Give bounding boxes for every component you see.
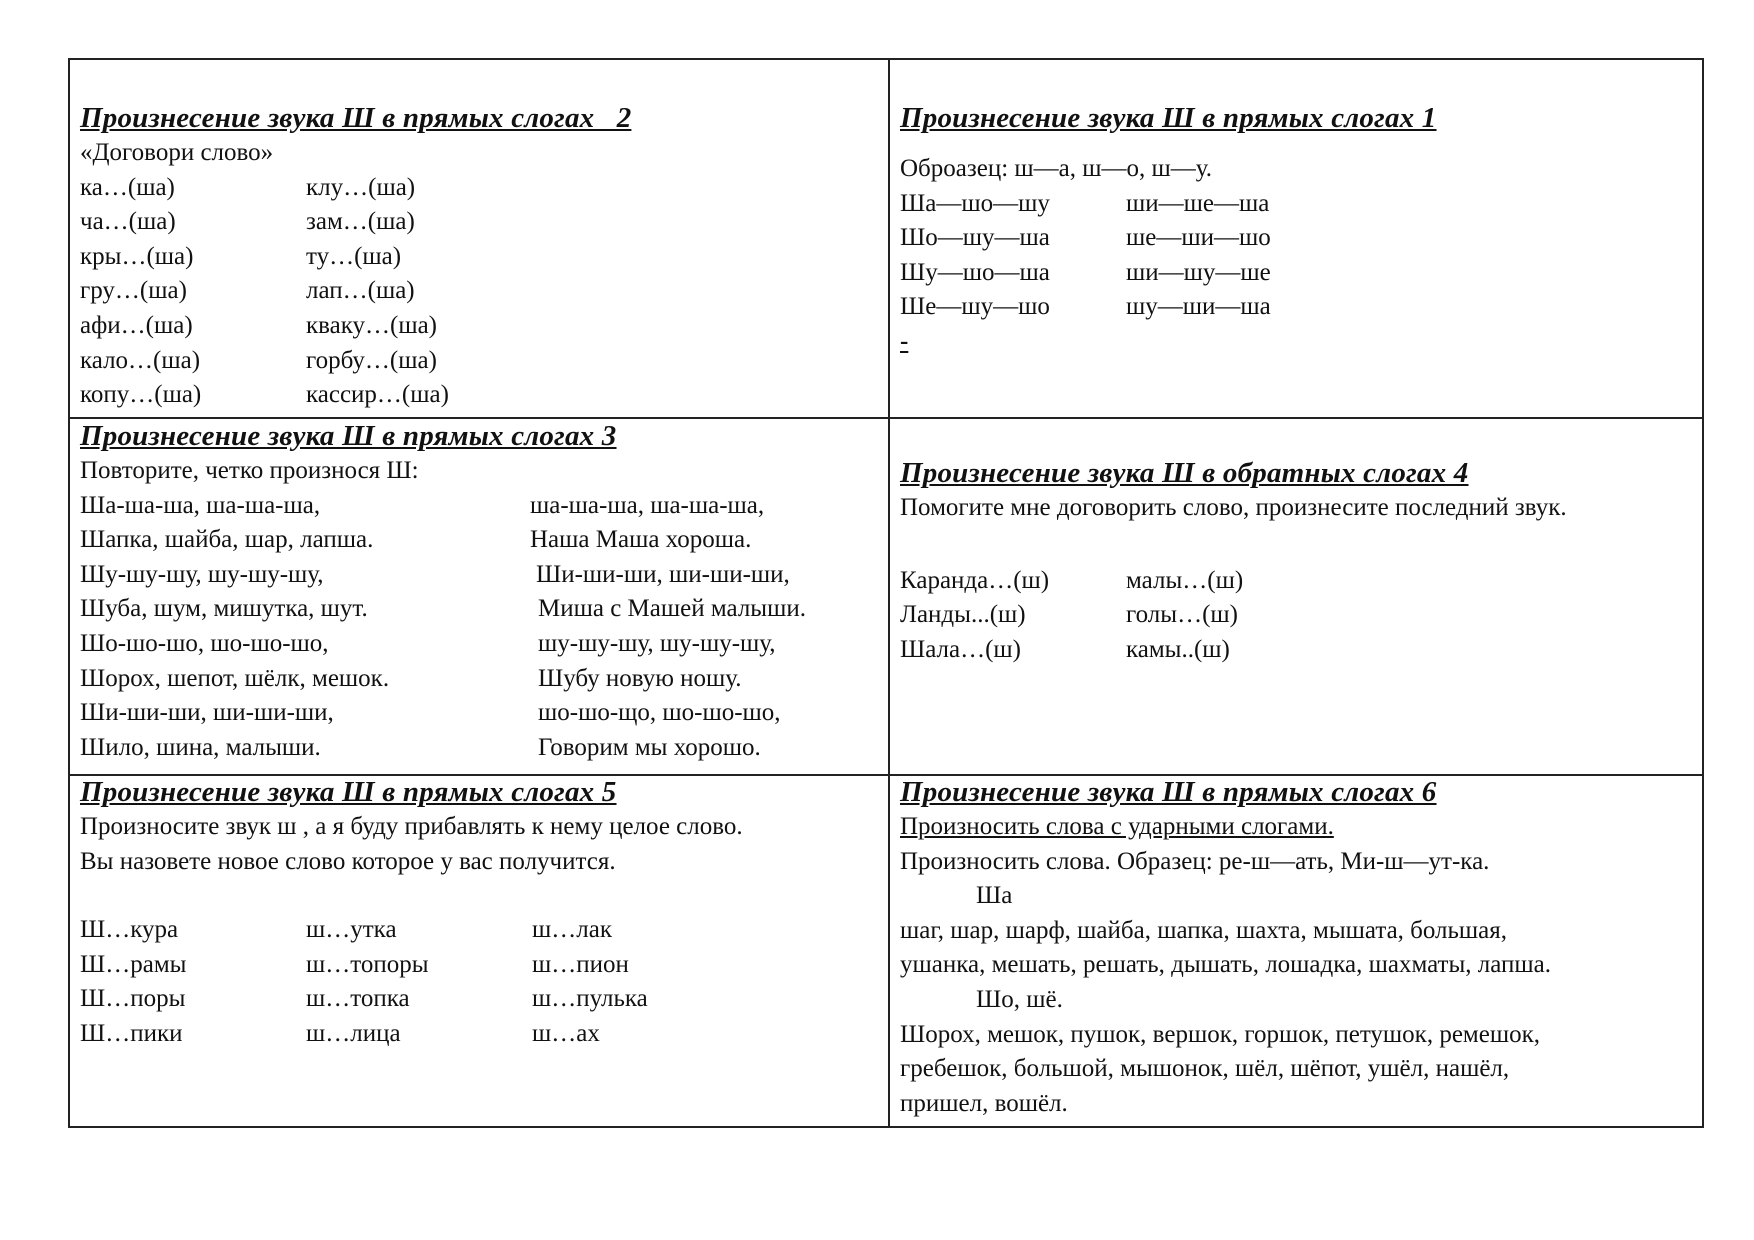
column-divider — [888, 60, 890, 1126]
list-item: афи…(ша) — [80, 311, 193, 339]
table-row — [80, 982, 880, 1017]
list-item: Ланды...(ш) — [900, 601, 1026, 629]
dash-mark: - — [900, 327, 909, 355]
table-row — [80, 309, 880, 344]
list-item: ш…лак — [532, 916, 612, 944]
list-item: гру…(ша) — [80, 277, 187, 305]
list-item: ча…(ша) — [80, 208, 176, 236]
list-item: шо-шо-що, шо-шо-шо, — [538, 699, 781, 727]
list-item: ши—ше—ша — [1126, 189, 1270, 217]
list-item: зам…(ша) — [306, 208, 415, 236]
worksheet-table — [68, 58, 1704, 1128]
cell-title: Произнесение звука Ш в прямых слогах 5 — [80, 776, 617, 808]
list-item: ш…ах — [532, 1019, 600, 1047]
table-row — [80, 913, 880, 948]
cell-intro: Помогите мне договорить слово, произнесите последний звук. — [900, 494, 1567, 521]
list-item: Ш…пики — [80, 1019, 183, 1047]
list-item: Шала…(ш) — [900, 635, 1022, 663]
table-row — [80, 558, 880, 593]
cell-straight-syllables-5 — [80, 774, 880, 1052]
list-item: малы…(ш) — [1126, 566, 1244, 594]
table-row — [80, 205, 880, 240]
cell-title: Произнесение звука Ш в прямых слогах 2 — [80, 102, 632, 134]
list-item: Ш…рамы — [80, 950, 187, 978]
group-heading-sha: Ша — [976, 882, 1013, 910]
table-row — [900, 256, 1700, 291]
table-row — [80, 523, 880, 558]
list-item: Шо—шу—ша — [900, 224, 1050, 252]
word-list — [80, 171, 880, 413]
cell-straight-syllables-2 — [80, 100, 880, 413]
table-row — [900, 598, 1700, 633]
table-row — [80, 731, 880, 766]
table-row — [900, 187, 1700, 222]
list-item: ту…(ша) — [306, 242, 402, 270]
list-item: ши—шу—ше — [1126, 258, 1271, 286]
cell-title: Произнесение звука Ш в обратных слогах 4 — [900, 457, 1469, 489]
cell-intro-1: Произносите звук ш , а я буду прибавлять к нему целое слово. — [80, 813, 743, 840]
list-item: ше—ши—шо — [1126, 224, 1271, 252]
list-item: Шило, шина, малыши. — [80, 733, 321, 761]
list-item: Шу—шо—ша — [900, 258, 1050, 286]
list-item: клу…(ша) — [306, 173, 416, 201]
list-item: голы…(ш) — [1126, 601, 1238, 629]
table-row — [80, 696, 880, 731]
list-item: ш…пион — [532, 950, 629, 978]
list-item: лап…(ша) — [306, 277, 415, 305]
list-item: Шорох, шепот, шёлк, мешок. — [80, 664, 390, 692]
list-item: кры…(ша) — [80, 242, 194, 270]
cell-reverse-syllables-4 — [900, 455, 1700, 667]
list-item: копу…(ша) — [80, 381, 202, 409]
syllable-list — [900, 187, 1700, 325]
list-item: ш…лица — [306, 1019, 401, 1047]
list-item: ш…утка — [306, 916, 397, 944]
list-item: шу—ши—ша — [1126, 293, 1271, 321]
list-item: Шо-шо-шо, шо-шо-шо, — [80, 629, 329, 657]
list-item: кало…(ша) — [80, 346, 201, 374]
list-item: Миша с Машей малыши. — [538, 595, 806, 623]
list-item: ш…топоры — [306, 950, 429, 978]
word-grid — [80, 913, 880, 1051]
list-item: Ш…поры — [80, 985, 186, 1013]
list-item: Говорим мы хорошо. — [538, 733, 761, 761]
list-item: Шу-шу-шу, шу-шу-шу, — [80, 560, 324, 588]
list-item: Шуба, шум, мишутка, шут. — [80, 595, 368, 623]
list-item: Шапка, шайба, шар, лапша. — [80, 526, 374, 554]
cell-subtitle: Произносить слова с ударными слогами. — [900, 813, 1334, 840]
list-item: ка…(ша) — [80, 173, 175, 201]
table-row — [900, 633, 1700, 668]
list-item: Шубу новую ношу. — [538, 664, 742, 692]
table-row — [80, 171, 880, 206]
table-row — [80, 662, 880, 697]
table-row — [900, 290, 1700, 325]
table-row — [80, 627, 880, 662]
cell-title: Произнесение звука Ш в прямых слогах 1 — [900, 102, 1437, 134]
group-line: шаг, шар, шарф, шайба, шапка, шахта, мышата, большая, — [900, 916, 1508, 944]
cell-title: Произнесение звука Ш в прямых слогах 6 — [900, 776, 1437, 808]
table-row — [900, 221, 1700, 256]
cell-straight-syllables-3 — [80, 418, 880, 765]
cell-intro: Повторите, четко произнося Ш: — [80, 457, 419, 484]
sample-text: Оброазец: ш—а, ш—о, ш—у. — [900, 155, 1213, 182]
table-row — [80, 592, 880, 627]
table-row — [80, 1017, 880, 1052]
group-line: Шорох, мешок, пушок, вершок, горшок, петушок, ремешок, — [900, 1020, 1540, 1048]
cell-intro-2: Вы назовете новое слово которое у вас получится. — [80, 847, 616, 875]
group-line: гребешок, большой, мышонок, шёл, шёпот, ушёл, нашёл, — [900, 1055, 1510, 1083]
group-line: ушанка, мешать, решать, дышать, лошадка, шахматы, лапша. — [900, 951, 1551, 979]
cell-straight-syllables-6 — [900, 774, 1700, 1121]
list-item: Ша-ша-ша, ша-ша-ша, — [80, 491, 321, 519]
list-item: камы..(ш) — [1126, 635, 1230, 663]
table-row — [80, 948, 880, 983]
cell-subtitle: «Договори слово» — [80, 139, 274, 166]
list-item: кваку…(ша) — [306, 311, 438, 339]
list-item: ша-ша-ша, ша-ша-ша, — [530, 491, 765, 519]
list-item: Ше—шу—шо — [900, 293, 1050, 321]
list-item: ш…пулька — [532, 985, 648, 1013]
group-line: пришел, вошёл. — [900, 1089, 1068, 1117]
table-row — [80, 344, 880, 379]
list-item: кассир…(ша) — [306, 381, 449, 409]
list-item: горбу…(ша) — [306, 346, 437, 374]
list-item: Ш…кура — [80, 916, 179, 944]
list-item: Ши-ши-ши, ши-ши-ши, — [80, 699, 334, 727]
sample-text: Произносить слова. Образец: ре-ш—ать, Ми-ш—ут-ка. — [900, 847, 1490, 875]
cell-straight-syllables-1 — [900, 100, 1700, 360]
list-item: Наша Маша хороша. — [530, 526, 752, 554]
table-row — [80, 378, 880, 413]
table-row — [80, 489, 880, 524]
poem-lines — [80, 489, 880, 766]
word-list — [900, 564, 1700, 668]
cell-title: Произнесение звука Ш в прямых слогах 3 — [80, 420, 617, 452]
table-row — [80, 240, 880, 275]
list-item: Ша—шо—шу — [900, 189, 1050, 217]
list-item: Каранда…(ш) — [900, 566, 1050, 594]
group-heading-sho: Шо, шё. — [976, 985, 1063, 1013]
list-item: шу-шу-шу, шу-шу-шу, — [538, 629, 776, 657]
list-item: ш…топка — [306, 985, 410, 1013]
table-row — [80, 274, 880, 309]
table-row — [900, 564, 1700, 599]
list-item: Ши-ши-ши, ши-ши-ши, — [536, 560, 790, 588]
